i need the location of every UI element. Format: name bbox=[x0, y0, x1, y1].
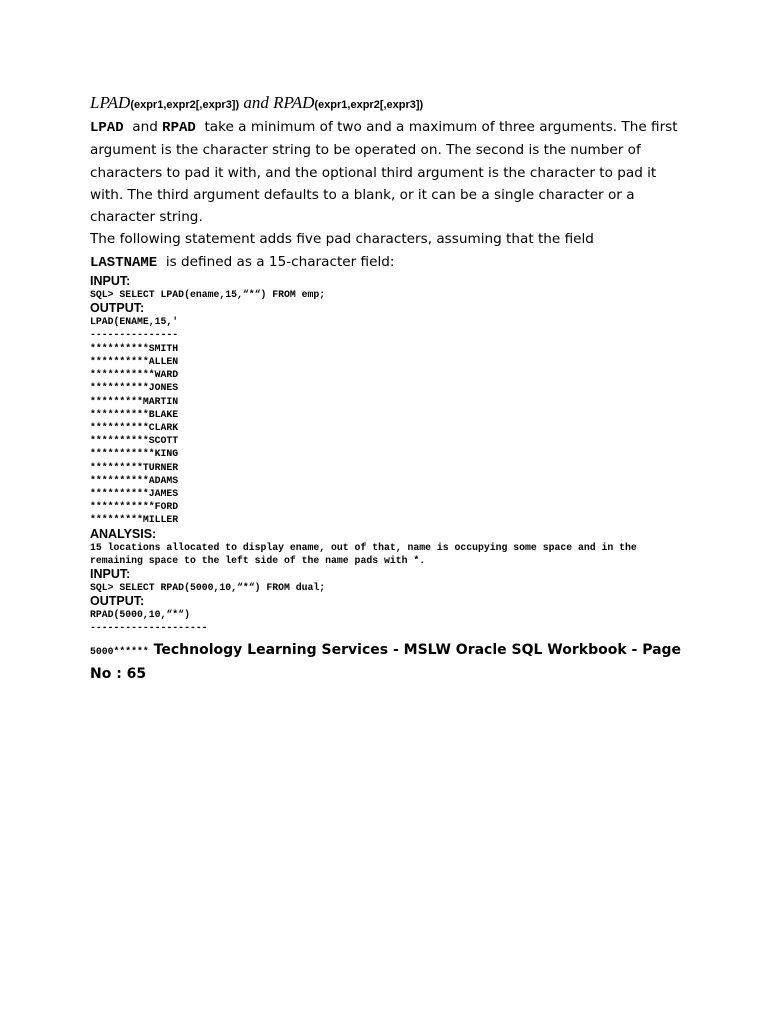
output-row: **********SMITH bbox=[90, 342, 179, 354]
keyword-lastname: LASTNAME bbox=[90, 254, 158, 271]
input-label-2: INPUT: bbox=[90, 566, 131, 581]
output-row: **********JONES bbox=[90, 382, 179, 394]
output-row: ***********WARD bbox=[90, 369, 179, 381]
intro-paragraph bbox=[90, 116, 690, 274]
output-rows-1 bbox=[90, 342, 690, 527]
output-row: **********CLARK bbox=[90, 421, 179, 433]
output-row: ***********FORD bbox=[90, 501, 179, 513]
output-result-2: 5000****** bbox=[90, 645, 149, 657]
output-row: **********ALLEN bbox=[90, 355, 179, 367]
output-row: **********ADAMS bbox=[90, 474, 179, 486]
output-separator-2: -------------------- bbox=[90, 622, 208, 634]
heading-lpad: LPAD bbox=[90, 93, 131, 112]
sql-statement-1: SQL> SELECT LPAD(ename,15,“*“) FROM emp; bbox=[90, 289, 326, 301]
page-footer bbox=[90, 639, 690, 685]
output-row: *********TURNER bbox=[90, 461, 179, 473]
sql-statement-2: SQL> SELECT RPAD(5000,10,“*“) FROM dual; bbox=[90, 581, 326, 593]
output-row: **********SCOTT bbox=[90, 435, 179, 447]
heading-and: and bbox=[243, 93, 269, 112]
keyword-lpad: LPAD bbox=[90, 120, 124, 136]
output-label-1: OUTPUT: bbox=[90, 301, 145, 316]
heading-lpad-args: (expr1,expr2[,expr3]) bbox=[130, 99, 240, 111]
heading-rpad-args: (expr1,expr2[,expr3]) bbox=[314, 99, 424, 111]
input-label-1: INPUT: bbox=[90, 274, 131, 289]
output-row: **********BLAKE bbox=[90, 408, 179, 420]
intro-text: take a minimum of two and a maximum of three arguments. The first argument is the character string to be operated on. The second is the number of characters to pad it with, and the optional third argument is the character to pad it with. The third argument defaults to a blank, or it can be a single character or a character string. bbox=[90, 119, 678, 226]
statement-paragraph bbox=[90, 228, 690, 274]
page-heading bbox=[90, 92, 690, 116]
output-label-2: OUTPUT: bbox=[90, 594, 145, 609]
output-separator-1: --------------- bbox=[90, 329, 179, 341]
analysis-label: ANALYSIS: bbox=[90, 526, 157, 541]
analysis-text: 15 locations allocated to display ename, out of that, name is occupying some space and in the remaining space to the left side of the name pads with *. bbox=[90, 541, 637, 566]
output-column-header-1: LPAD(ENAME,15,' bbox=[90, 316, 179, 328]
intro-and: and bbox=[132, 119, 158, 135]
keyword-rpad: RPAD bbox=[162, 120, 196, 136]
document-page bbox=[90, 92, 690, 685]
output-row: ***********KING bbox=[90, 448, 179, 460]
output-row: *********MARTIN bbox=[90, 395, 179, 407]
output-column-header-2: RPAD(5000,10,“*“) bbox=[90, 609, 190, 621]
statement-text-2: is defined as a 15-character field: bbox=[165, 253, 395, 270]
heading-rpad: RPAD bbox=[273, 93, 315, 112]
footer-text: Technology Learning Services - MSLW Oracle SQL Workbook - Page No : 65 bbox=[90, 641, 682, 682]
output-row: **********JAMES bbox=[90, 487, 179, 499]
statement-text: The following statement adds five pad characters, assuming that the field bbox=[90, 231, 594, 248]
output-row: *********MILLER bbox=[90, 514, 179, 526]
